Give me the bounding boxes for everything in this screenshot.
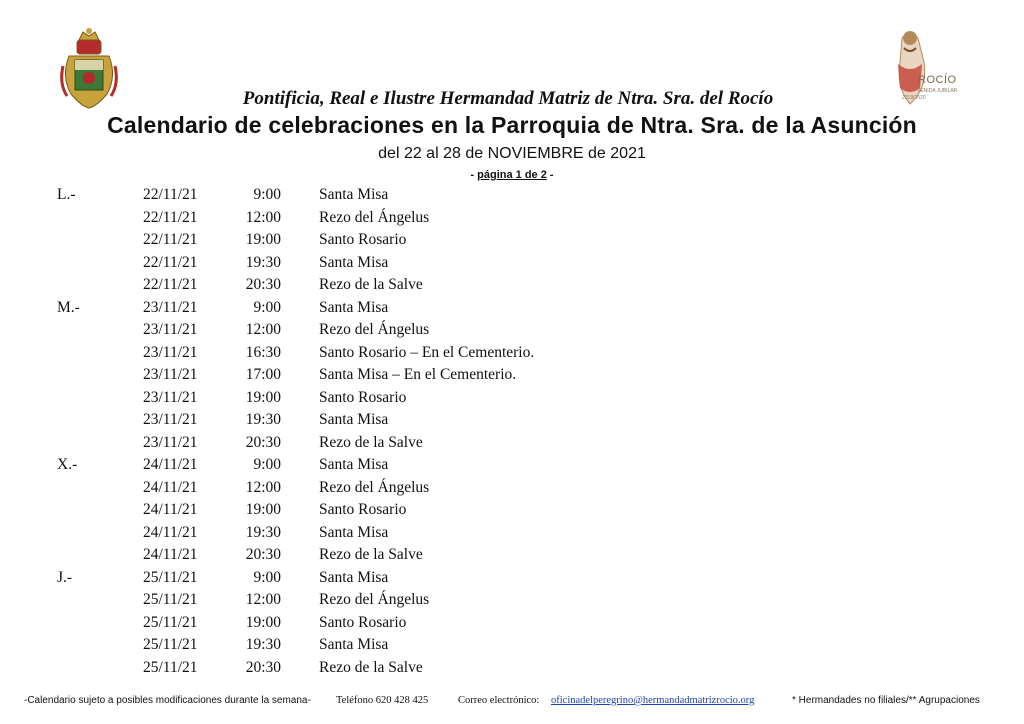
row-time: 19:30 [245, 636, 281, 653]
schedule-row [0, 657, 1024, 680]
row-date: 23/11/21 [143, 366, 198, 383]
footer-email-label: Correo electrónico: [458, 695, 540, 706]
row-time: 19:00 [245, 501, 281, 518]
schedule-row [0, 409, 1024, 432]
schedule-row [0, 634, 1024, 657]
footer-note: -Calendario sujeto a posibles modificaciones durante la semana- [24, 695, 311, 706]
row-time: 9:00 [253, 186, 281, 203]
page-prefix: - [470, 169, 478, 181]
row-event: Rezo del Ángelus [319, 208, 430, 226]
row-event: Santo Rosario [319, 613, 407, 631]
row-event: Rezo del Ángelus [319, 321, 430, 338]
schedule-row [0, 589, 1024, 612]
row-date: 23/11/21 [143, 388, 198, 406]
row-time: 19:00 [245, 231, 281, 248]
row-day: M.- [57, 298, 80, 316]
row-date: 24/11/21 [143, 478, 198, 496]
schedule-row [0, 387, 1024, 410]
row-day: J.- [57, 568, 73, 586]
schedule-row [0, 477, 1024, 500]
row-event: Rezo de la Salve [319, 433, 423, 451]
row-event: Santo Rosario [319, 388, 407, 406]
row-event: Santa Misa [319, 298, 389, 316]
row-date: 22/11/21 [143, 253, 198, 271]
schedule-row [0, 364, 1024, 387]
row-date: 25/11/21 [143, 658, 198, 676]
row-date: 25/11/21 [143, 613, 198, 631]
row-time: 12:00 [245, 208, 281, 226]
row-event: Santa Misa [319, 523, 389, 541]
row-event: Santa Misa [319, 411, 389, 428]
footer-legend: * Hermandades no filiales/** Agrupaciones [792, 695, 980, 706]
schedule-row [0, 207, 1024, 230]
row-event: Santa Misa [319, 186, 389, 203]
row-date: 22/11/21 [143, 186, 198, 203]
row-event: Santa Misa [319, 568, 389, 586]
row-time: 19:00 [245, 613, 281, 631]
row-date: 22/11/21 [143, 231, 198, 248]
row-time: 19:30 [245, 253, 281, 271]
row-event: Santo Rosario [319, 231, 407, 248]
row-event: Santo Rosario [319, 501, 407, 518]
row-date: 25/11/21 [143, 591, 198, 608]
page-suffix: - [546, 169, 554, 181]
rocio-logo-text: ROCÍO [918, 74, 957, 86]
page-indicator [0, 169, 1024, 181]
row-time: 17:00 [245, 366, 281, 383]
schedule-row [0, 319, 1024, 342]
footer-email-link[interactable]: oficinadelperegrino@hermandadmatrizrocio.org [551, 695, 755, 706]
row-day: L.- [57, 186, 76, 203]
row-date: 24/11/21 [143, 523, 198, 541]
row-event: Rezo del Ángelus [319, 478, 430, 496]
schedule-row [0, 184, 1024, 207]
footer [0, 694, 1024, 708]
schedule-row [0, 229, 1024, 252]
row-time: 12:00 [245, 591, 281, 608]
rocio-logo-subtitle: VENIDA JUBILAR [917, 88, 958, 94]
row-day: X.- [57, 456, 78, 473]
row-event: Rezo de la Salve [319, 276, 423, 293]
row-time: 19:00 [245, 388, 281, 406]
row-event: Rezo de la Salve [319, 546, 423, 563]
row-time: 16:30 [245, 343, 281, 361]
date-range: del 22 al 28 de NOVIEMBRE de 2021 [378, 145, 646, 162]
row-event: Rezo del Ángelus [319, 591, 430, 608]
schedule-row [0, 252, 1024, 275]
row-time: 20:30 [245, 276, 281, 293]
row-time: 9:00 [253, 568, 281, 586]
row-event: Santa Misa [319, 456, 389, 473]
row-date: 23/11/21 [143, 343, 198, 361]
row-time: 9:00 [253, 298, 281, 316]
row-date: 25/11/21 [143, 568, 198, 586]
row-time: 12:00 [245, 478, 281, 496]
page-title: Calendario de celebraciones en la Parroquia de Ntra. Sra. de la Asunción [107, 112, 917, 138]
schedule-row [0, 499, 1024, 522]
brotherhood-name: Pontificia, Real e Ilustre Hermandad Matriz de Ntra. Sra. del Rocío [242, 88, 774, 109]
row-event: Santo Rosario – En el Cementerio. [319, 343, 535, 361]
row-event: Santa Misa – En el Cementerio. [319, 366, 517, 383]
row-event: Santa Misa [319, 636, 389, 653]
schedule-row [0, 274, 1024, 297]
row-time: 20:30 [245, 658, 281, 676]
schedule-row [0, 567, 1024, 590]
rocio-logo-years: 2019/2020 [902, 95, 926, 101]
row-date: 22/11/21 [143, 208, 198, 226]
row-date: 23/11/21 [143, 298, 198, 316]
row-date: 24/11/21 [143, 501, 198, 518]
row-date: 23/11/21 [143, 433, 198, 451]
footer-phone: Teléfono 620 428 425 [336, 695, 429, 706]
row-event: Santa Misa [319, 253, 389, 271]
schedule-row [0, 342, 1024, 365]
row-date: 24/11/21 [143, 546, 198, 563]
schedule-row [0, 544, 1024, 567]
schedule-table [0, 184, 1024, 679]
row-date: 25/11/21 [143, 636, 198, 653]
schedule-row [0, 612, 1024, 635]
row-time: 20:30 [245, 433, 281, 451]
row-date: 24/11/21 [143, 456, 198, 473]
row-time: 20:30 [245, 546, 281, 563]
schedule-row [0, 297, 1024, 320]
page-number: página 1 de 2 [477, 169, 547, 181]
row-event: Rezo de la Salve [319, 658, 423, 676]
row-date: 23/11/21 [143, 411, 198, 428]
row-date: 23/11/21 [143, 321, 198, 338]
row-time: 9:00 [253, 456, 281, 473]
row-time: 12:00 [245, 321, 281, 338]
schedule-row [0, 454, 1024, 477]
schedule-row [0, 522, 1024, 545]
row-date: 22/11/21 [143, 276, 198, 293]
row-time: 19:30 [245, 523, 281, 541]
schedule-row [0, 432, 1024, 455]
row-time: 19:30 [245, 411, 281, 428]
